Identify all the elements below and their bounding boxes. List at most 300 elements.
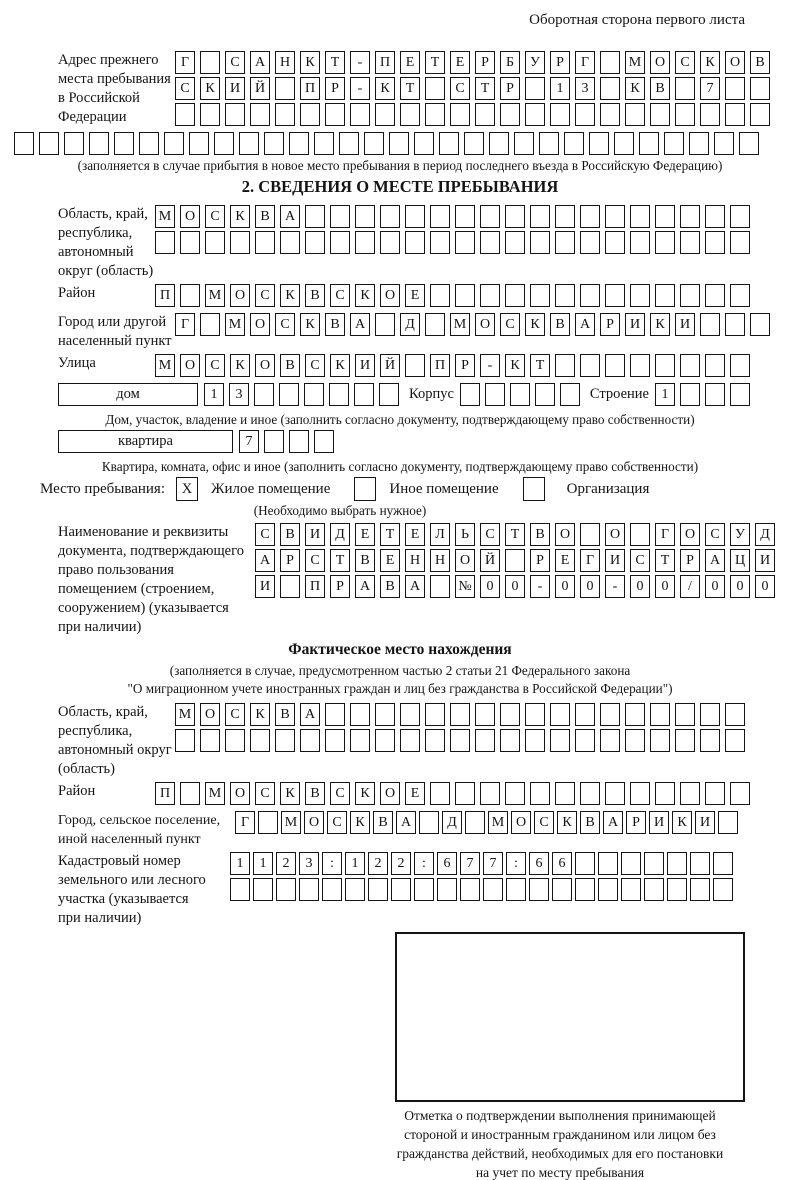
char-cell[interactable]: С xyxy=(330,284,350,307)
char-cell[interactable] xyxy=(630,284,650,307)
char-cell[interactable] xyxy=(690,878,710,901)
char-cell[interactable] xyxy=(225,103,245,126)
char-cell[interactable]: К xyxy=(505,354,525,377)
char-cell[interactable]: И xyxy=(605,549,625,572)
char-cell[interactable]: П xyxy=(155,782,175,805)
char-cell[interactable]: / xyxy=(680,575,700,598)
char-cell[interactable] xyxy=(680,231,700,254)
char-cell[interactable]: И xyxy=(649,811,669,834)
char-cell[interactable] xyxy=(550,103,570,126)
char-cell[interactable] xyxy=(480,284,500,307)
char-cell[interactable]: 0 xyxy=(630,575,650,598)
char-cell[interactable]: А xyxy=(603,811,623,834)
char-cell[interactable]: Н xyxy=(275,51,295,74)
char-cell[interactable] xyxy=(250,729,270,752)
char-cell[interactable]: Е xyxy=(355,523,375,546)
char-cell[interactable] xyxy=(364,132,384,155)
char-cell[interactable] xyxy=(555,354,575,377)
char-cell[interactable] xyxy=(730,782,750,805)
char-cell[interactable] xyxy=(525,103,545,126)
char-cell[interactable]: И xyxy=(675,313,695,336)
char-cell[interactable] xyxy=(555,205,575,228)
char-cell[interactable] xyxy=(450,103,470,126)
char-cell[interactable] xyxy=(600,77,620,100)
char-cell[interactable] xyxy=(705,782,725,805)
char-cell[interactable] xyxy=(580,354,600,377)
char-cell[interactable] xyxy=(175,729,195,752)
char-cell[interactable]: 1 xyxy=(204,383,224,406)
char-cell[interactable]: О xyxy=(475,313,495,336)
char-cell[interactable] xyxy=(575,729,595,752)
char-cell[interactable]: С xyxy=(255,523,275,546)
char-cell[interactable]: Р xyxy=(550,51,570,74)
char-cell[interactable]: Н xyxy=(430,549,450,572)
char-cell[interactable] xyxy=(680,205,700,228)
char-cell[interactable] xyxy=(705,284,725,307)
char-cell[interactable] xyxy=(355,231,375,254)
char-cell[interactable]: М xyxy=(450,313,470,336)
char-cell[interactable] xyxy=(700,103,720,126)
char-cell[interactable] xyxy=(550,703,570,726)
char-cell[interactable]: - xyxy=(350,51,370,74)
char-cell[interactable] xyxy=(354,383,374,406)
char-cell[interactable] xyxy=(455,231,475,254)
char-cell[interactable] xyxy=(400,729,420,752)
char-cell[interactable] xyxy=(437,878,457,901)
char-cell[interactable]: К xyxy=(230,354,250,377)
char-cell[interactable] xyxy=(345,878,365,901)
char-cell[interactable] xyxy=(675,77,695,100)
char-cell[interactable] xyxy=(475,703,495,726)
checkbox-other-premises[interactable] xyxy=(354,477,376,501)
char-cell[interactable]: М xyxy=(225,313,245,336)
char-cell[interactable] xyxy=(314,430,334,453)
char-cell[interactable]: В xyxy=(580,811,600,834)
char-cell[interactable]: Р xyxy=(680,549,700,572)
char-cell[interactable]: К xyxy=(280,782,300,805)
char-cell[interactable]: К xyxy=(300,51,320,74)
char-cell[interactable] xyxy=(580,284,600,307)
char-cell[interactable] xyxy=(713,852,733,875)
char-cell[interactable]: 7 xyxy=(460,852,480,875)
char-cell[interactable] xyxy=(460,878,480,901)
char-cell[interactable]: С xyxy=(255,284,275,307)
char-cell[interactable] xyxy=(250,103,270,126)
char-cell[interactable] xyxy=(500,103,520,126)
char-cell[interactable] xyxy=(139,132,159,155)
char-cell[interactable]: Т xyxy=(400,77,420,100)
char-cell[interactable] xyxy=(630,205,650,228)
char-cell[interactable] xyxy=(329,383,349,406)
char-cell[interactable] xyxy=(725,103,745,126)
char-cell[interactable] xyxy=(680,284,700,307)
char-cell[interactable] xyxy=(689,132,709,155)
char-cell[interactable] xyxy=(405,354,425,377)
char-cell[interactable] xyxy=(730,354,750,377)
char-cell[interactable]: Б xyxy=(500,51,520,74)
char-cell[interactable] xyxy=(739,132,759,155)
char-cell[interactable]: Р xyxy=(330,575,350,598)
char-cell[interactable] xyxy=(650,103,670,126)
char-cell[interactable] xyxy=(175,103,195,126)
char-cell[interactable] xyxy=(500,703,520,726)
char-cell[interactable] xyxy=(675,103,695,126)
char-cell[interactable]: О xyxy=(380,284,400,307)
char-cell[interactable] xyxy=(600,729,620,752)
char-cell[interactable]: Й xyxy=(480,549,500,572)
char-cell[interactable]: 1 xyxy=(253,852,273,875)
char-cell[interactable] xyxy=(639,132,659,155)
char-cell[interactable]: 1 xyxy=(230,852,250,875)
char-cell[interactable]: : xyxy=(322,852,342,875)
char-cell[interactable] xyxy=(575,878,595,901)
char-cell[interactable] xyxy=(725,77,745,100)
char-cell[interactable] xyxy=(200,313,220,336)
char-cell[interactable]: 1 xyxy=(550,77,570,100)
char-cell[interactable]: 0 xyxy=(580,575,600,598)
char-cell[interactable] xyxy=(460,383,480,406)
char-cell[interactable] xyxy=(485,383,505,406)
char-cell[interactable] xyxy=(680,383,700,406)
char-cell[interactable]: Н xyxy=(405,549,425,572)
char-cell[interactable]: - xyxy=(350,77,370,100)
char-cell[interactable]: Т xyxy=(330,549,350,572)
char-cell[interactable]: О xyxy=(200,703,220,726)
char-cell[interactable]: 2 xyxy=(276,852,296,875)
char-cell[interactable] xyxy=(264,132,284,155)
char-cell[interactable] xyxy=(455,205,475,228)
char-cell[interactable] xyxy=(230,231,250,254)
char-cell[interactable]: Р xyxy=(500,77,520,100)
char-cell[interactable] xyxy=(480,782,500,805)
char-cell[interactable] xyxy=(164,132,184,155)
char-cell[interactable] xyxy=(325,103,345,126)
checkbox-residential[interactable]: X xyxy=(176,477,198,501)
char-cell[interactable] xyxy=(465,811,485,834)
char-cell[interactable] xyxy=(225,729,245,752)
char-cell[interactable]: В xyxy=(355,549,375,572)
char-cell[interactable] xyxy=(305,231,325,254)
char-cell[interactable]: К xyxy=(557,811,577,834)
char-cell[interactable]: М xyxy=(205,284,225,307)
char-cell[interactable]: М xyxy=(175,703,195,726)
char-cell[interactable]: А xyxy=(575,313,595,336)
char-cell[interactable]: Ц xyxy=(730,549,750,572)
char-cell[interactable] xyxy=(350,703,370,726)
char-cell[interactable] xyxy=(529,878,549,901)
char-cell[interactable]: 0 xyxy=(730,575,750,598)
char-cell[interactable] xyxy=(322,878,342,901)
char-cell[interactable]: О xyxy=(511,811,531,834)
char-cell[interactable]: А xyxy=(350,313,370,336)
char-cell[interactable]: В xyxy=(380,575,400,598)
char-cell[interactable] xyxy=(475,729,495,752)
house-type-box[interactable]: дом xyxy=(58,383,198,406)
char-cell[interactable] xyxy=(750,77,770,100)
char-cell[interactable]: К xyxy=(375,77,395,100)
char-cell[interactable] xyxy=(560,383,580,406)
char-cell[interactable] xyxy=(730,231,750,254)
char-cell[interactable]: 0 xyxy=(555,575,575,598)
char-cell[interactable] xyxy=(575,103,595,126)
char-cell[interactable] xyxy=(200,729,220,752)
char-cell[interactable]: К xyxy=(625,77,645,100)
char-cell[interactable]: О xyxy=(180,354,200,377)
char-cell[interactable]: С xyxy=(630,549,650,572)
char-cell[interactable]: Р xyxy=(600,313,620,336)
char-cell[interactable]: В xyxy=(275,703,295,726)
char-cell[interactable] xyxy=(598,878,618,901)
char-cell[interactable] xyxy=(714,132,734,155)
char-cell[interactable] xyxy=(375,313,395,336)
char-cell[interactable]: 3 xyxy=(229,383,249,406)
char-cell[interactable]: Т xyxy=(325,51,345,74)
char-cell[interactable] xyxy=(180,782,200,805)
char-cell[interactable]: Г xyxy=(175,51,195,74)
char-cell[interactable] xyxy=(64,132,84,155)
char-cell[interactable]: К xyxy=(280,284,300,307)
char-cell[interactable]: Е xyxy=(555,549,575,572)
char-cell[interactable] xyxy=(325,729,345,752)
char-cell[interactable]: И xyxy=(255,575,275,598)
char-cell[interactable] xyxy=(419,811,439,834)
char-cell[interactable]: А xyxy=(355,575,375,598)
char-cell[interactable]: М xyxy=(205,782,225,805)
char-cell[interactable] xyxy=(425,729,445,752)
char-cell[interactable] xyxy=(39,132,59,155)
char-cell[interactable]: 2 xyxy=(368,852,388,875)
char-cell[interactable] xyxy=(750,313,770,336)
char-cell[interactable]: И xyxy=(225,77,245,100)
char-cell[interactable]: О xyxy=(230,782,250,805)
char-cell[interactable]: О xyxy=(180,205,200,228)
char-cell[interactable] xyxy=(700,729,720,752)
char-cell[interactable] xyxy=(314,132,334,155)
char-cell[interactable] xyxy=(750,103,770,126)
char-cell[interactable] xyxy=(725,703,745,726)
char-cell[interactable] xyxy=(430,205,450,228)
char-cell[interactable] xyxy=(655,231,675,254)
char-cell[interactable]: О xyxy=(725,51,745,74)
char-cell[interactable] xyxy=(705,231,725,254)
char-cell[interactable] xyxy=(600,703,620,726)
char-cell[interactable]: В xyxy=(305,782,325,805)
char-cell[interactable]: 0 xyxy=(755,575,775,598)
char-cell[interactable] xyxy=(254,383,274,406)
char-cell[interactable] xyxy=(675,703,695,726)
char-cell[interactable] xyxy=(480,205,500,228)
char-cell[interactable]: - xyxy=(480,354,500,377)
char-cell[interactable] xyxy=(575,703,595,726)
char-cell[interactable]: К xyxy=(355,782,375,805)
char-cell[interactable] xyxy=(200,51,220,74)
char-cell[interactable]: М xyxy=(281,811,301,834)
char-cell[interactable]: И xyxy=(355,354,375,377)
char-cell[interactable] xyxy=(425,313,445,336)
char-cell[interactable] xyxy=(550,729,570,752)
char-cell[interactable] xyxy=(644,878,664,901)
char-cell[interactable] xyxy=(425,77,445,100)
char-cell[interactable] xyxy=(505,231,525,254)
char-cell[interactable]: 3 xyxy=(575,77,595,100)
char-cell[interactable]: С xyxy=(205,354,225,377)
char-cell[interactable]: В xyxy=(530,523,550,546)
char-cell[interactable]: Е xyxy=(450,51,470,74)
char-cell[interactable] xyxy=(155,231,175,254)
char-cell[interactable] xyxy=(405,205,425,228)
char-cell[interactable]: Е xyxy=(405,523,425,546)
char-cell[interactable] xyxy=(299,878,319,901)
char-cell[interactable] xyxy=(718,811,738,834)
char-cell[interactable]: - xyxy=(530,575,550,598)
char-cell[interactable] xyxy=(730,205,750,228)
char-cell[interactable] xyxy=(489,132,509,155)
char-cell[interactable] xyxy=(330,205,350,228)
char-cell[interactable]: С xyxy=(330,782,350,805)
char-cell[interactable] xyxy=(705,354,725,377)
char-cell[interactable]: Р xyxy=(455,354,475,377)
char-cell[interactable]: И xyxy=(755,549,775,572)
char-cell[interactable]: К xyxy=(230,205,250,228)
char-cell[interactable]: С xyxy=(255,782,275,805)
char-cell[interactable] xyxy=(414,132,434,155)
char-cell[interactable]: Т xyxy=(425,51,445,74)
char-cell[interactable]: А xyxy=(405,575,425,598)
char-cell[interactable]: М xyxy=(155,205,175,228)
char-cell[interactable] xyxy=(289,132,309,155)
char-cell[interactable]: К xyxy=(672,811,692,834)
char-cell[interactable] xyxy=(214,132,234,155)
char-cell[interactable] xyxy=(625,729,645,752)
char-cell[interactable] xyxy=(464,132,484,155)
char-cell[interactable]: В xyxy=(280,523,300,546)
char-cell[interactable] xyxy=(625,703,645,726)
char-cell[interactable]: В xyxy=(750,51,770,74)
char-cell[interactable] xyxy=(552,878,572,901)
char-cell[interactable]: С xyxy=(225,703,245,726)
char-cell[interactable] xyxy=(530,231,550,254)
char-cell[interactable]: К xyxy=(525,313,545,336)
char-cell[interactable] xyxy=(189,132,209,155)
char-cell[interactable]: С xyxy=(175,77,195,100)
char-cell[interactable] xyxy=(700,313,720,336)
char-cell[interactable]: К xyxy=(350,811,370,834)
char-cell[interactable] xyxy=(605,354,625,377)
char-cell[interactable]: К xyxy=(330,354,350,377)
char-cell[interactable]: С xyxy=(305,354,325,377)
char-cell[interactable] xyxy=(205,231,225,254)
char-cell[interactable]: Л xyxy=(430,523,450,546)
char-cell[interactable]: 1 xyxy=(655,383,675,406)
char-cell[interactable] xyxy=(605,782,625,805)
char-cell[interactable]: 3 xyxy=(299,852,319,875)
char-cell[interactable] xyxy=(330,231,350,254)
char-cell[interactable]: 7 xyxy=(483,852,503,875)
char-cell[interactable] xyxy=(455,284,475,307)
char-cell[interactable]: : xyxy=(414,852,434,875)
char-cell[interactable] xyxy=(305,205,325,228)
char-cell[interactable] xyxy=(275,729,295,752)
char-cell[interactable]: О xyxy=(455,549,475,572)
char-cell[interactable] xyxy=(279,383,299,406)
char-cell[interactable] xyxy=(525,729,545,752)
char-cell[interactable] xyxy=(258,811,278,834)
char-cell[interactable] xyxy=(580,205,600,228)
char-cell[interactable]: 6 xyxy=(437,852,457,875)
char-cell[interactable]: С xyxy=(500,313,520,336)
char-cell[interactable]: 7 xyxy=(239,430,259,453)
char-cell[interactable] xyxy=(289,430,309,453)
char-cell[interactable] xyxy=(400,103,420,126)
char-cell[interactable] xyxy=(500,729,520,752)
char-cell[interactable] xyxy=(505,549,525,572)
char-cell[interactable] xyxy=(380,231,400,254)
char-cell[interactable]: И xyxy=(695,811,715,834)
char-cell[interactable]: С xyxy=(450,77,470,100)
char-cell[interactable] xyxy=(580,782,600,805)
char-cell[interactable] xyxy=(475,103,495,126)
checkbox-organization[interactable] xyxy=(523,477,545,501)
char-cell[interactable]: № xyxy=(455,575,475,598)
char-cell[interactable] xyxy=(605,231,625,254)
char-cell[interactable] xyxy=(700,703,720,726)
char-cell[interactable]: 6 xyxy=(529,852,549,875)
char-cell[interactable] xyxy=(705,383,725,406)
char-cell[interactable] xyxy=(280,231,300,254)
char-cell[interactable]: О xyxy=(230,284,250,307)
char-cell[interactable] xyxy=(650,729,670,752)
char-cell[interactable]: В xyxy=(373,811,393,834)
char-cell[interactable] xyxy=(304,383,324,406)
char-cell[interactable]: А xyxy=(280,205,300,228)
char-cell[interactable]: Т xyxy=(655,549,675,572)
char-cell[interactable] xyxy=(253,878,273,901)
char-cell[interactable]: У xyxy=(730,523,750,546)
char-cell[interactable] xyxy=(375,703,395,726)
char-cell[interactable] xyxy=(506,878,526,901)
char-cell[interactable]: Р xyxy=(280,549,300,572)
char-cell[interactable] xyxy=(375,103,395,126)
char-cell[interactable]: 6 xyxy=(552,852,572,875)
char-cell[interactable]: Д xyxy=(400,313,420,336)
char-cell[interactable] xyxy=(530,205,550,228)
char-cell[interactable] xyxy=(276,878,296,901)
char-cell[interactable] xyxy=(644,852,664,875)
char-cell[interactable] xyxy=(530,284,550,307)
char-cell[interactable] xyxy=(514,132,534,155)
char-cell[interactable] xyxy=(355,205,375,228)
char-cell[interactable]: М xyxy=(488,811,508,834)
char-cell[interactable] xyxy=(430,231,450,254)
char-cell[interactable]: Т xyxy=(530,354,550,377)
char-cell[interactable] xyxy=(483,878,503,901)
char-cell[interactable] xyxy=(450,703,470,726)
char-cell[interactable]: Р xyxy=(325,77,345,100)
char-cell[interactable]: И xyxy=(625,313,645,336)
char-cell[interactable] xyxy=(379,383,399,406)
char-cell[interactable] xyxy=(455,782,475,805)
char-cell[interactable] xyxy=(391,878,411,901)
char-cell[interactable]: А xyxy=(300,703,320,726)
char-cell[interactable] xyxy=(539,132,559,155)
char-cell[interactable]: К xyxy=(650,313,670,336)
char-cell[interactable]: Д xyxy=(755,523,775,546)
char-cell[interactable] xyxy=(555,782,575,805)
char-cell[interactable]: Р xyxy=(626,811,646,834)
char-cell[interactable]: О xyxy=(605,523,625,546)
char-cell[interactable]: К xyxy=(200,77,220,100)
char-cell[interactable]: К xyxy=(300,313,320,336)
